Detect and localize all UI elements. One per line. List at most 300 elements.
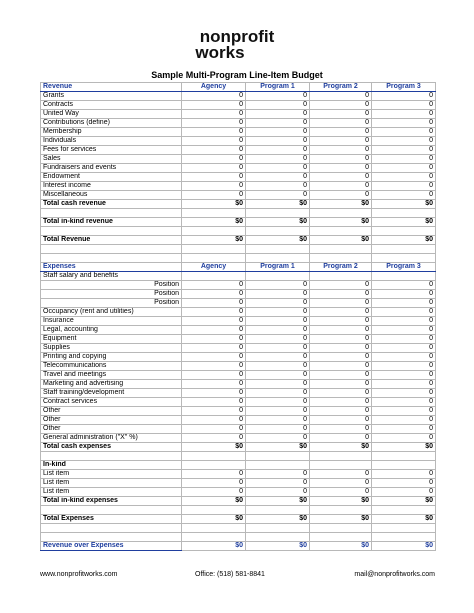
cell-value: 0 [246, 173, 310, 182]
row-label: Total cash revenue [41, 200, 182, 209]
footer-office: Office: (518) 581-8841 [195, 571, 265, 578]
row-label: Total in-kind revenue [41, 218, 182, 227]
empty-cell [182, 461, 246, 470]
empty-cell [310, 533, 372, 542]
cell-value: 0 [246, 398, 310, 407]
cell-value: 0 [182, 470, 246, 479]
cell-value: $0 [310, 515, 372, 524]
cell-value: $0 [182, 497, 246, 506]
row-label: Miscellaneous [41, 191, 182, 200]
cell-value: 0 [310, 389, 372, 398]
cell-value: 0 [310, 326, 372, 335]
row-label: Contract services [41, 398, 182, 407]
cell-value: 0 [310, 308, 372, 317]
row-label: Sales [41, 155, 182, 164]
revenue-item-row [41, 146, 436, 155]
cell-value: 0 [372, 398, 436, 407]
cell-value: 0 [310, 380, 372, 389]
empty-cell [372, 272, 436, 281]
spacer-row [41, 506, 436, 515]
row-label [41, 227, 182, 236]
row-label: Contributions (define) [41, 119, 182, 128]
cell-value: 0 [182, 371, 246, 380]
cell-value: 0 [246, 191, 310, 200]
cell-value: 0 [182, 380, 246, 389]
total-cash-expenses-row [41, 443, 436, 452]
cell-value: 0 [310, 416, 372, 425]
cell-value: 0 [310, 92, 372, 101]
cell-value: 0 [182, 146, 246, 155]
cell-value: $0 [182, 443, 246, 452]
row-label: Occupancy (rent and utilities) [41, 308, 182, 317]
empty-cell [246, 209, 310, 218]
revenue-item-row [41, 92, 436, 101]
cell-value: 0 [246, 362, 310, 371]
cell-value: $0 [310, 443, 372, 452]
empty-cell [182, 272, 246, 281]
spacer-row [41, 245, 436, 254]
cell-value: $0 [246, 200, 310, 209]
cell-value: 0 [246, 290, 310, 299]
empty-cell [182, 245, 246, 254]
row-label: List item [41, 479, 182, 488]
row-label [41, 452, 182, 461]
row-label [41, 524, 182, 533]
cell-value: $0 [182, 236, 246, 245]
cell-value: 0 [182, 317, 246, 326]
column-header: Program 1 [246, 83, 310, 92]
cell-value: 0 [246, 434, 310, 443]
footer-email[interactable]: mail@nonprofitworks.com [354, 571, 435, 578]
cell-value: 0 [246, 155, 310, 164]
cell-value: $0 [246, 515, 310, 524]
row-label: Total Revenue [41, 236, 182, 245]
cell-value: 0 [246, 335, 310, 344]
cell-value: 0 [182, 281, 246, 290]
cell-value: 0 [246, 128, 310, 137]
cell-value: 0 [182, 488, 246, 497]
cell-value: $0 [246, 497, 310, 506]
spacer-row [41, 227, 436, 236]
row-label: Printing and copying [41, 353, 182, 362]
row-label: Expenses [41, 263, 182, 272]
cell-value: 0 [246, 488, 310, 497]
cell-value: 0 [310, 317, 372, 326]
cell-value: 0 [310, 407, 372, 416]
cell-value: 0 [246, 389, 310, 398]
cell-value: 0 [310, 191, 372, 200]
row-label: Staff training/development [41, 389, 182, 398]
cell-value: $0 [246, 236, 310, 245]
row-label: Position [41, 281, 182, 290]
cell-value: 0 [182, 191, 246, 200]
cell-value: 0 [182, 389, 246, 398]
empty-cell [372, 533, 436, 542]
revenue-header-row [41, 83, 436, 92]
cell-value: 0 [182, 128, 246, 137]
expense-item-row [41, 317, 436, 326]
cell-value: 0 [310, 164, 372, 173]
cell-value: $0 [182, 542, 246, 551]
row-label: Total Expenses [41, 515, 182, 524]
cell-value: 0 [246, 380, 310, 389]
row-label: Individuals [41, 137, 182, 146]
cell-value: 0 [182, 101, 246, 110]
cell-value: 0 [372, 407, 436, 416]
cell-value: 0 [182, 155, 246, 164]
cell-value: 0 [310, 101, 372, 110]
position-row [41, 299, 436, 308]
total-cash-revenue-row [41, 200, 436, 209]
cell-value: 0 [310, 335, 372, 344]
empty-cell [182, 452, 246, 461]
expense-item-row [41, 398, 436, 407]
list-item-row [41, 470, 436, 479]
row-label: Total in-kind expenses [41, 497, 182, 506]
row-label: Total cash expenses [41, 443, 182, 452]
cell-value: 0 [372, 326, 436, 335]
column-header: Agency [182, 83, 246, 92]
row-label [41, 254, 182, 263]
cell-value: 0 [372, 146, 436, 155]
total-expenses-row [41, 515, 436, 524]
revenue-item-row [41, 191, 436, 200]
cell-value: $0 [182, 200, 246, 209]
spacer-row [41, 209, 436, 218]
expense-item-row [41, 416, 436, 425]
row-label: List item [41, 488, 182, 497]
cell-value: 0 [310, 371, 372, 380]
footer-website[interactable]: www.nonprofitworks.com [40, 571, 118, 578]
row-label: Supplies [41, 344, 182, 353]
expenses-header-row [41, 263, 436, 272]
cell-value: 0 [310, 488, 372, 497]
revenue-item-row [41, 110, 436, 119]
row-label: Membership [41, 128, 182, 137]
cell-value: 0 [310, 353, 372, 362]
cell-value: 0 [182, 110, 246, 119]
cell-value: 0 [182, 119, 246, 128]
cell-value: 0 [372, 281, 436, 290]
empty-cell [310, 227, 372, 236]
cell-value: 0 [310, 182, 372, 191]
revenue-over-expenses-row [41, 542, 436, 551]
position-row [41, 281, 436, 290]
expense-item-row [41, 371, 436, 380]
cell-value: 0 [372, 308, 436, 317]
empty-cell [310, 452, 372, 461]
expense-item-row [41, 353, 436, 362]
column-header: Program 2 [310, 83, 372, 92]
empty-cell [372, 461, 436, 470]
expense-item-row [41, 344, 436, 353]
expense-item-row [41, 425, 436, 434]
cell-value: 0 [372, 299, 436, 308]
cell-value: $0 [182, 218, 246, 227]
cell-value: 0 [372, 344, 436, 353]
logo [0, 28, 474, 62]
cell-value: $0 [246, 443, 310, 452]
cell-value: 0 [246, 281, 310, 290]
cell-value: 0 [310, 146, 372, 155]
cell-value: 0 [246, 425, 310, 434]
cell-value: 0 [246, 308, 310, 317]
cell-value: $0 [246, 542, 310, 551]
cell-value: 0 [246, 416, 310, 425]
cell-value: 0 [182, 92, 246, 101]
empty-cell [310, 209, 372, 218]
cell-value: 0 [310, 290, 372, 299]
revenue-item-row [41, 173, 436, 182]
cell-value: 0 [182, 407, 246, 416]
cell-value: 0 [246, 479, 310, 488]
cell-value: 0 [246, 92, 310, 101]
cell-value: 0 [310, 110, 372, 119]
cell-value: $0 [372, 497, 436, 506]
revenue-item-row [41, 101, 436, 110]
row-label: Other [41, 407, 182, 416]
empty-cell [246, 524, 310, 533]
row-label: Staff salary and benefits [41, 272, 182, 281]
empty-cell [246, 533, 310, 542]
empty-cell [182, 524, 246, 533]
row-label: Grants [41, 92, 182, 101]
cell-value: 0 [310, 470, 372, 479]
expense-item-row [41, 326, 436, 335]
cell-value: 0 [182, 299, 246, 308]
empty-cell [182, 209, 246, 218]
cell-value: 0 [310, 128, 372, 137]
empty-cell [372, 506, 436, 515]
revenue-item-row [41, 164, 436, 173]
row-label: Endowment [41, 173, 182, 182]
spacer-row [41, 452, 436, 461]
cell-value: 0 [182, 362, 246, 371]
expense-item-row [41, 389, 436, 398]
column-header: Program 3 [372, 263, 436, 272]
cell-value: 0 [372, 119, 436, 128]
cell-value: 0 [372, 389, 436, 398]
row-label [41, 209, 182, 218]
row-label: Revenue [41, 83, 182, 92]
revenue-item-row [41, 128, 436, 137]
row-label: Revenue over Expenses [41, 542, 182, 551]
cell-value: 0 [310, 155, 372, 164]
cell-value: 0 [246, 371, 310, 380]
cell-value: 0 [310, 479, 372, 488]
row-label: Equipment [41, 335, 182, 344]
cell-value: 0 [182, 173, 246, 182]
revenue-item-row [41, 137, 436, 146]
cell-value: $0 [372, 515, 436, 524]
list-item-row [41, 488, 436, 497]
empty-cell [246, 452, 310, 461]
cell-value: 0 [246, 353, 310, 362]
row-label [41, 245, 182, 254]
cell-value: 0 [372, 470, 436, 479]
total-inkind-revenue-row [41, 218, 436, 227]
cell-value: 0 [372, 353, 436, 362]
spacer-row [41, 254, 436, 263]
column-header: Agency [182, 263, 246, 272]
cell-value: $0 [310, 200, 372, 209]
cell-value: 0 [310, 119, 372, 128]
row-label: United Way [41, 110, 182, 119]
column-header: Program 2 [310, 263, 372, 272]
cell-value: $0 [310, 236, 372, 245]
row-label: In-kind [41, 461, 182, 470]
row-label: Legal, accounting [41, 326, 182, 335]
empty-cell [182, 254, 246, 263]
empty-cell [310, 461, 372, 470]
spacer-row [41, 524, 436, 533]
budget-table [40, 82, 436, 551]
cell-value: 0 [372, 128, 436, 137]
empty-cell [372, 254, 436, 263]
cell-value: 0 [310, 281, 372, 290]
cell-value: 0 [310, 344, 372, 353]
cell-value: 0 [372, 416, 436, 425]
document-title: Sample Multi-Program Line-Item Budget [151, 70, 323, 80]
empty-cell [246, 254, 310, 263]
empty-cell [372, 245, 436, 254]
empty-cell [246, 245, 310, 254]
list-item-row [41, 479, 436, 488]
empty-cell [372, 452, 436, 461]
cell-value: $0 [310, 542, 372, 551]
expense-item-row [41, 434, 436, 443]
cell-value: 0 [246, 110, 310, 119]
cell-value: 0 [372, 335, 436, 344]
cell-value: 0 [246, 317, 310, 326]
column-header: Program 1 [246, 263, 310, 272]
row-label: Marketing and advertising [41, 380, 182, 389]
cell-value: $0 [372, 542, 436, 551]
cell-value: 0 [182, 434, 246, 443]
row-label: Insurance [41, 317, 182, 326]
cell-value: 0 [182, 353, 246, 362]
revenue-item-row [41, 182, 436, 191]
cell-value: 0 [246, 182, 310, 191]
cell-value: $0 [372, 443, 436, 452]
cell-value: 0 [372, 164, 436, 173]
column-header: Program 3 [372, 83, 436, 92]
cell-value: $0 [372, 218, 436, 227]
cell-value: 0 [246, 146, 310, 155]
cell-value: 0 [372, 137, 436, 146]
empty-cell [246, 506, 310, 515]
logo-line-2: works [195, 43, 245, 62]
cell-value: 0 [310, 173, 372, 182]
cell-value: 0 [372, 488, 436, 497]
cell-value: 0 [372, 380, 436, 389]
cell-value: $0 [246, 218, 310, 227]
row-label: Contracts [41, 101, 182, 110]
cell-value: 0 [372, 92, 436, 101]
empty-cell [310, 272, 372, 281]
cell-value: 0 [372, 182, 436, 191]
cell-value: 0 [246, 407, 310, 416]
cell-value: 0 [182, 326, 246, 335]
cell-value: 0 [182, 344, 246, 353]
total-revenue-row [41, 236, 436, 245]
empty-cell [182, 227, 246, 236]
cell-value: 0 [372, 155, 436, 164]
cell-value: 0 [182, 425, 246, 434]
cell-value: $0 [372, 236, 436, 245]
cell-value: 0 [310, 398, 372, 407]
spacer-row [41, 533, 436, 542]
row-label: Other [41, 416, 182, 425]
cell-value: 0 [246, 137, 310, 146]
cell-value: 0 [246, 344, 310, 353]
cell-value: 0 [372, 371, 436, 380]
cell-value: 0 [372, 173, 436, 182]
empty-cell [246, 461, 310, 470]
empty-cell [372, 524, 436, 533]
cell-value: 0 [182, 164, 246, 173]
cell-value: 0 [182, 416, 246, 425]
cell-value: 0 [182, 290, 246, 299]
row-label: Position [41, 290, 182, 299]
cell-value: 0 [182, 182, 246, 191]
cell-value: 0 [182, 137, 246, 146]
cell-value: 0 [246, 299, 310, 308]
empty-cell [372, 227, 436, 236]
cell-value: 0 [246, 119, 310, 128]
empty-cell [310, 254, 372, 263]
cell-value: 0 [246, 164, 310, 173]
revenue-item-row [41, 155, 436, 164]
cell-value: 0 [372, 290, 436, 299]
cell-value: 0 [310, 434, 372, 443]
row-label: List item [41, 470, 182, 479]
empty-cell [310, 506, 372, 515]
cell-value: 0 [372, 362, 436, 371]
row-label: Telecommunications [41, 362, 182, 371]
row-label [41, 533, 182, 542]
cell-value: 0 [372, 434, 436, 443]
cell-value: 0 [310, 137, 372, 146]
cell-value: 0 [182, 308, 246, 317]
cell-value: $0 [182, 515, 246, 524]
row-label: Travel and meetings [41, 371, 182, 380]
cell-value: 0 [310, 362, 372, 371]
expense-item-row [41, 380, 436, 389]
empty-cell [372, 209, 436, 218]
inkind-label-row [41, 461, 436, 470]
empty-cell [246, 227, 310, 236]
revenue-item-row [41, 119, 436, 128]
cell-value: 0 [246, 326, 310, 335]
row-label [41, 506, 182, 515]
cell-value: 0 [246, 470, 310, 479]
cell-value: 0 [372, 425, 436, 434]
expense-item-row [41, 335, 436, 344]
total-inkind-expenses-row [41, 497, 436, 506]
cell-value: 0 [372, 101, 436, 110]
expense-item-row [41, 407, 436, 416]
logo-line-1: nonprofit [199, 28, 275, 46]
cell-value: 0 [372, 110, 436, 119]
expense-item-row [41, 362, 436, 371]
cell-value: 0 [310, 299, 372, 308]
empty-cell [182, 506, 246, 515]
cell-value: 0 [246, 101, 310, 110]
row-label: Other [41, 425, 182, 434]
cell-value: 0 [182, 479, 246, 488]
cell-value: 0 [372, 191, 436, 200]
